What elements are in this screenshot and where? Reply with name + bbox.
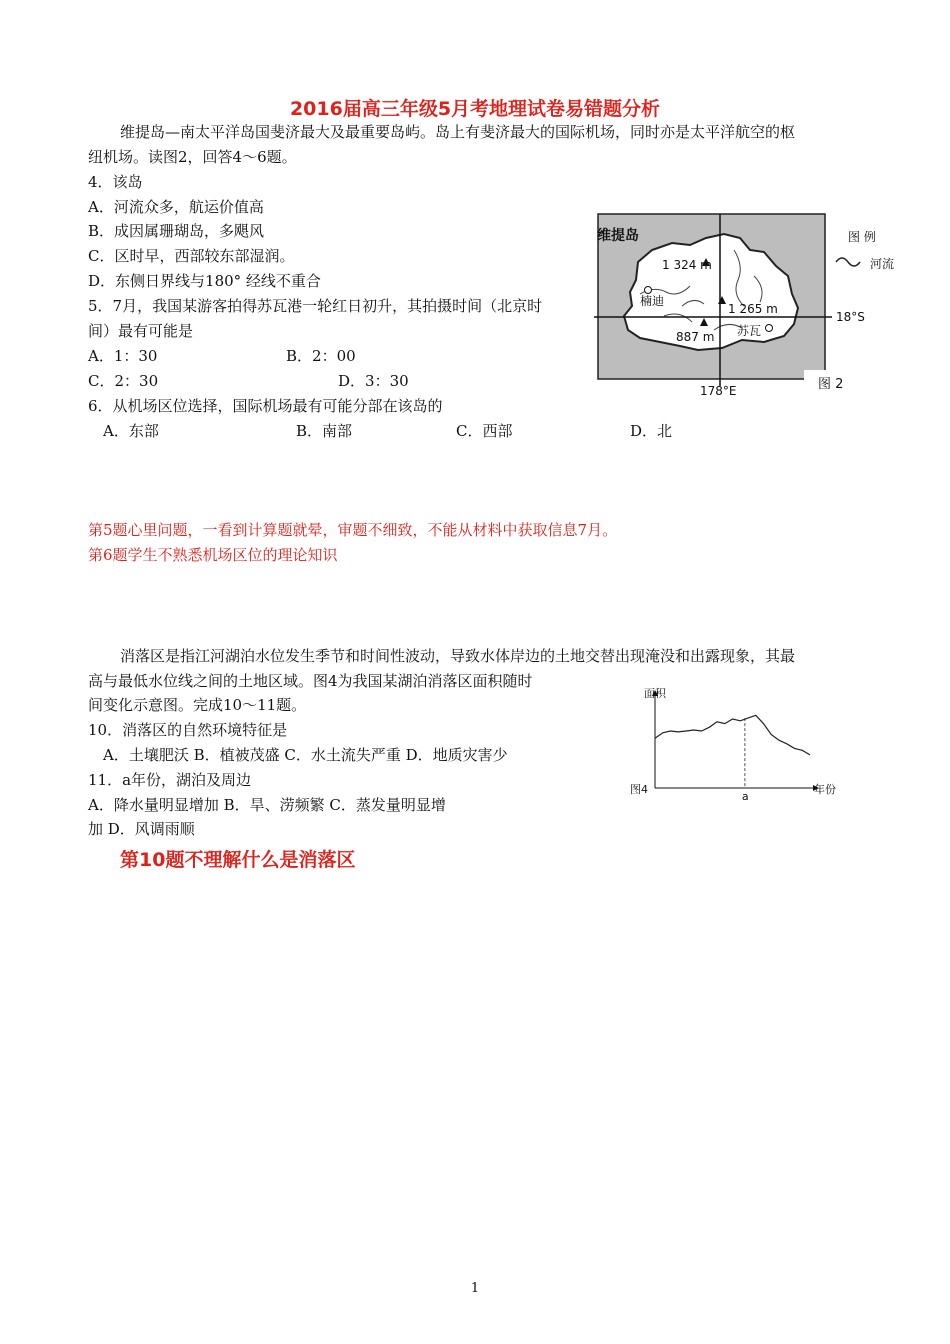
peak-label: 887 m <box>676 330 715 344</box>
option-6d: D．北 <box>630 422 673 440</box>
question-10: 10．消落区的自然环境特征是 <box>88 721 288 739</box>
intro-text: 高与最低水位线之间的土地区域。图4为我国某湖泊消落区面积随时 <box>88 672 533 690</box>
question-6: 6．从机场区位选择，国际机场最有可能分部在该岛的 <box>88 397 443 415</box>
legend-title: 图 例 <box>848 230 876 244</box>
option-4b: B．成因属珊瑚岛，多飓风 <box>88 222 265 240</box>
option-4c: C．区时早，西部较东部湿润。 <box>88 247 295 265</box>
peak-label: 1 324 m <box>662 258 712 272</box>
question-5: 5．7月，我国某游客拍得苏瓦港一轮红日初升，其拍摄时间（北京时 <box>88 297 543 315</box>
analysis-note: 第10题不理解什么是消落区 <box>120 849 356 871</box>
area-line-chart <box>625 684 840 806</box>
options-11: A．降水量明显增加 B．旱、涝频繁 C．蒸发量明显增 <box>88 796 446 814</box>
town-label: 楠迪 <box>640 294 665 308</box>
intro-text: 消落区是指江河湖泊水位发生季节和时间性波动，导致水体岸边的土地交替出现淹没和出露现象，其最 <box>120 647 796 665</box>
option-5b: B．2：00 <box>286 347 356 365</box>
question-11: 11．a年份，湖泊及周边 <box>88 771 252 789</box>
option-6a: A．东部 <box>103 422 159 440</box>
option-6b: B．南部 <box>296 422 353 440</box>
y-axis-label: 面积 <box>644 687 666 700</box>
option-4d: D．东侧日界线与180° 经线不重合 <box>88 272 321 290</box>
intro-text: 间变化示意图。完成10～11题。 <box>88 696 307 714</box>
latitude-label: 18°S <box>836 310 865 324</box>
options-10: A．土壤肥沃 B．植被茂盛 C．水土流失严重 D．地质灾害少 <box>103 746 508 764</box>
town-label: 苏瓦 <box>737 324 762 338</box>
legend-river-label: 河流 <box>870 257 895 271</box>
figure-label: 图 2 <box>818 377 844 392</box>
option-6c: C．西部 <box>456 422 513 440</box>
question-5-cont: 间）最有可能是 <box>88 322 194 340</box>
analysis-note: 第6题学生不熟悉机场区位的理论知识 <box>88 546 338 564</box>
options-11-cont: 加 D．风调雨顺 <box>88 820 195 838</box>
town-marker <box>766 325 773 332</box>
marker-label: a <box>741 790 749 803</box>
page-title: 2016届高三年级5月考地理试卷易错题分析 <box>289 98 661 120</box>
longitude-label: 178°E <box>700 384 737 398</box>
option-5a: A．1：30 <box>88 347 158 365</box>
x-axis-label: 年份 <box>814 783 836 796</box>
question-4: 4．该岛 <box>88 173 143 191</box>
option-5d: D．3：30 <box>338 372 409 390</box>
figure-label: 图4 <box>630 783 648 796</box>
option-4a: A．河流众多，航运价值高 <box>88 198 264 216</box>
peak-label: 1 265 m <box>728 302 778 316</box>
intro-text: 维提岛—南太平洋岛国斐济最大及最重要岛屿。岛上有斐济最大的国际机场，同时亦是太平洋航空的枢 <box>120 123 796 141</box>
map-island-name: 维提岛 <box>597 228 639 244</box>
area-series-line <box>655 715 810 755</box>
option-5c: C．2：30 <box>88 372 159 390</box>
analysis-note: 第5题心里问题，一看到计算题就晕，审题不细致，不能从材料中获取信息7月。 <box>88 521 618 539</box>
river-legend-icon <box>836 258 860 266</box>
page-number: 1 <box>470 1281 480 1296</box>
intro-text: 纽机场。读图2，回答4～6题。 <box>88 148 297 166</box>
